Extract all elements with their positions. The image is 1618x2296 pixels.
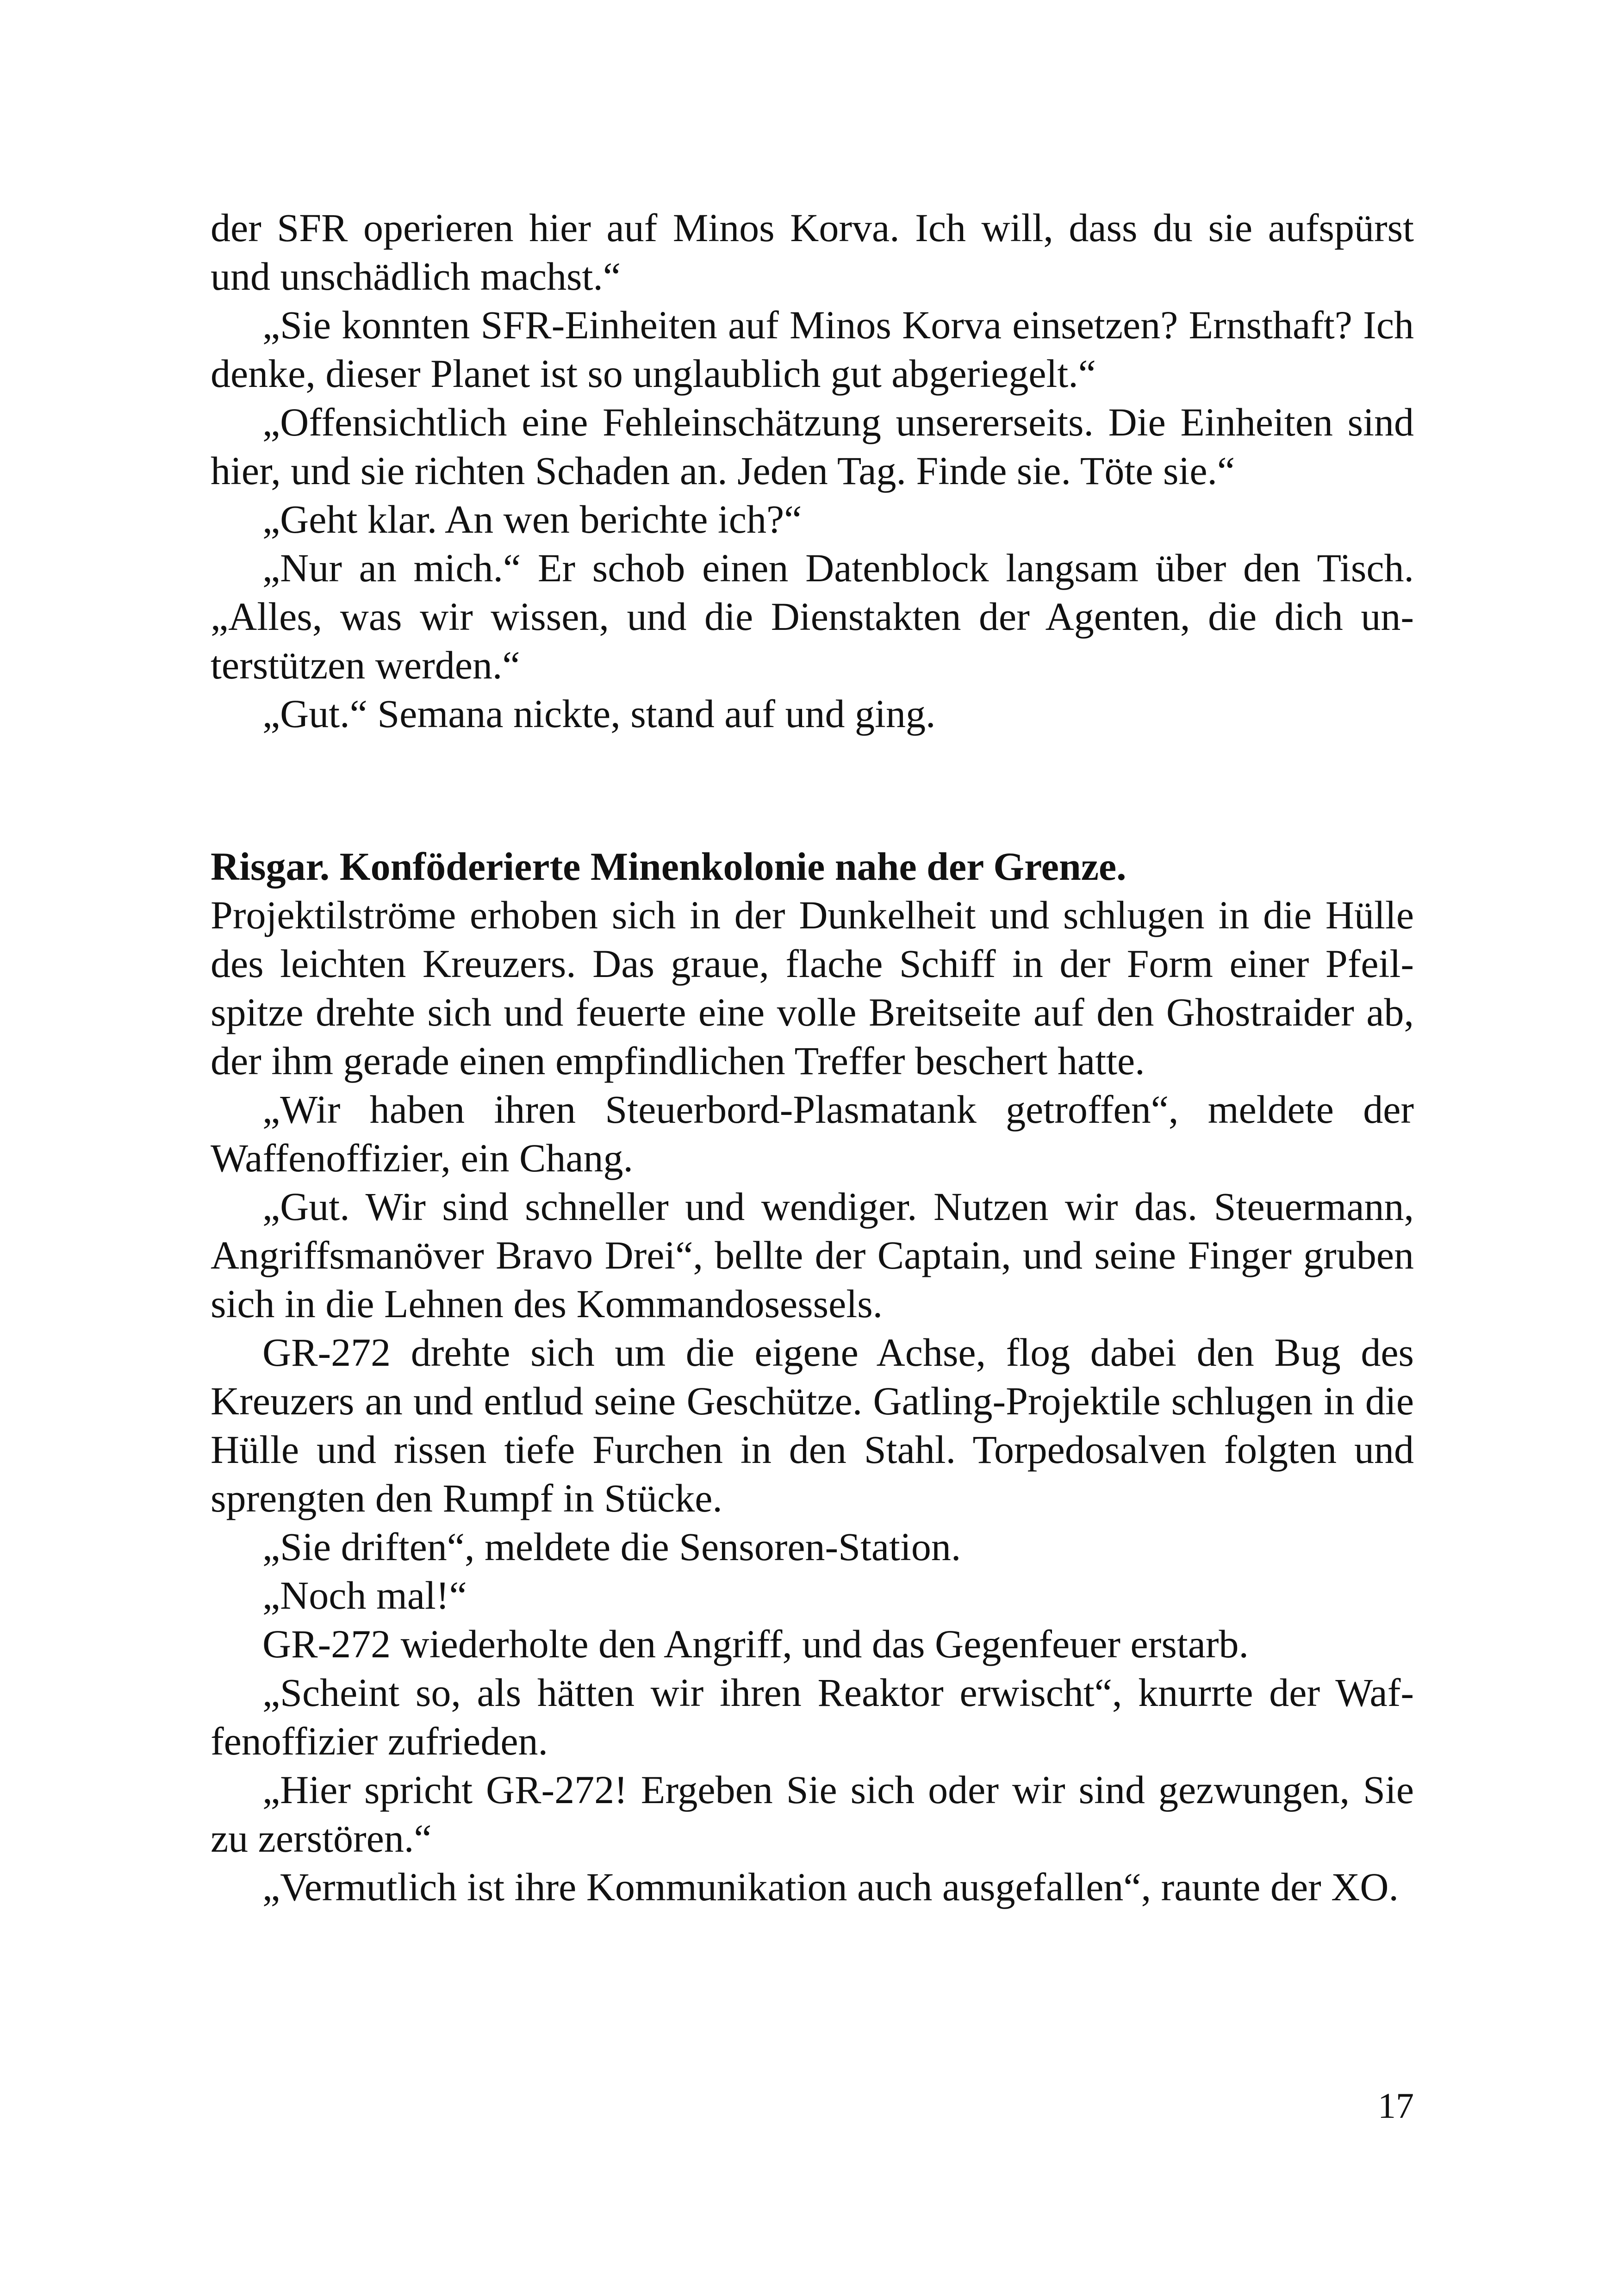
paragraph: „Gut.“ Semana nickte, stand auf und ging. <box>262 691 936 736</box>
section-heading: Risgar. Konföderierte Minenkolonie nahe der Grenze. <box>211 844 1126 889</box>
paragraph: „Geht klar. An wen berichte ich?“ <box>262 497 802 541</box>
paragraph: „Hier spricht GR-272! Ergeben Sie sich oder wir sind gezwungen, Sie zu zerstören.“ <box>211 1767 1414 1860</box>
paragraph: „Scheint so, als hätten wir ihren Reaktor erwischt“, knurrte der Waffenoffizier zufrieden. <box>211 1670 1414 1763</box>
paragraph: „Nur an mich.“ Er schob einen Datenblock langsam über den Tisch. „Alles, was wir wissen, und die Dienstakten der Agenten, die dich unterstützen werden.“ <box>211 546 1414 687</box>
paragraph: „Noch mal!“ <box>262 1573 467 1618</box>
paragraph: GR-272 wiederholte den Angriff, und das Gegenfeuer erstarb. <box>262 1622 1249 1666</box>
text-block-scene <box>211 842 1414 1911</box>
paragraph-continuation: der SFR operieren hier auf Minos Korva. Ich will, dass du sie aufspürst und unschädlich machst.“ <box>211 205 1414 299</box>
paragraph: „Gut. Wir sind schneller und wendiger. Nutzen wir das. Steuermann, Angriffsmanöver Bravo Drei“, bellte der Captain, und seine Finger gruben sich in die Lehnen des Kommandosessels. <box>211 1184 1414 1326</box>
page-number: 17 <box>1378 2085 1414 2126</box>
paragraph-first: Projektilströme erhoben sich in der Dunkelheit und schlugen in die Hülle des leichten Kreuzers. Das graue, flache Schiff in der Form einer Pfeilspitze drehte sich und feuerte eine volle Breitseite auf den Ghostraider ab, der ihm gerade einen empfindlichen Treffer beschert hatte. <box>211 893 1414 1083</box>
paragraph: „Sie konnten SFR-Einheiten auf Minos Korva einsetzen? Ernsthaft? Ich denke, dieser Planet ist so unglaublich gut abgeriegelt.“ <box>211 303 1414 396</box>
paragraph: „Vermutlich ist ihre Kommunikation auch ausgefallen“, raunte der XO. <box>262 1865 1399 1909</box>
paragraph: „Sie driften“, meldete die Sensoren-Station. <box>262 1524 961 1569</box>
paragraph: „Offensichtlich eine Fehleinschätzung unsererseits. Die Einheiten sind hier, und sie richten Schaden an. Jeden Tag. Finde sie. Töte sie.“ <box>211 400 1414 493</box>
text-block-dialogue <box>211 204 1414 738</box>
paragraph: „Wir haben ihren Steuerbord-Plasmatank getroffen“, meldete der Waffenoffizier, ein Chang. <box>211 1087 1414 1180</box>
paragraph: GR-272 drehte sich um die eigene Achse, flog dabei den Bug des Kreuzers an und entlud seine Geschütze. Gatling-Projektile schlugen in die Hülle und rissen tiefe Furchen in den Stahl. Torpedosalven folgten und sprengten den Rumpf in Stücke. <box>211 1330 1414 1520</box>
